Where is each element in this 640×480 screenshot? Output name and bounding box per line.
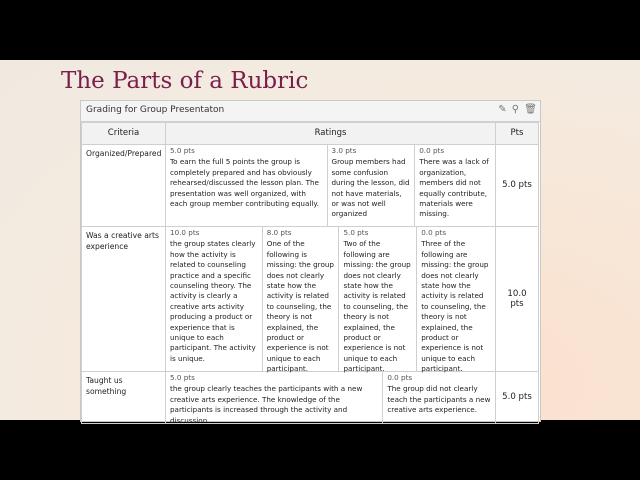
- rating-option: [166, 372, 383, 423]
- rating-points: 3.0 pts: [331, 146, 357, 155]
- rating-option: [166, 227, 263, 371]
- rating-description: One of the following is missing: the group does not clearly state how the activity is related to counseling, the theory is not explained, the product or experience is not unique to each participant.: [266, 239, 334, 374]
- table-row: [82, 227, 539, 372]
- rubric-title: Grading for Group Presentaton: [86, 105, 225, 115]
- rating-points: 0.0 pts: [421, 228, 447, 237]
- search-icon[interactable]: ⚲: [511, 104, 520, 115]
- slide-title: The Parts of a Rubric: [61, 68, 309, 94]
- rating-points: 0.0 pts: [387, 373, 413, 382]
- rating-option: [328, 145, 416, 226]
- rating-description: Three of the following are missing: the group does not clearly state how the activity is related to counseling, the theory is not explained, the product or experience is not unique to each participant.: [421, 239, 489, 374]
- ratings-cell: [166, 145, 496, 227]
- ratings-cell: [166, 372, 496, 424]
- trash-icon[interactable]: 🗑: [524, 104, 537, 115]
- pts-header: Pts: [496, 123, 539, 145]
- rating-points: 5.0 pts: [170, 146, 195, 155]
- rating-description: The group did not clearly teach the participants a new creative arts experience.: [387, 384, 491, 415]
- ratings-header: Ratings: [166, 123, 496, 145]
- criterion-points: 10.0 pts: [496, 227, 539, 372]
- rating-points: 5.0 pts: [170, 373, 195, 382]
- criterion-points: 5.0 pts: [496, 145, 539, 227]
- rubric-header-row: [82, 123, 539, 145]
- rubric-panel: [80, 100, 541, 425]
- criterion-label: Taught us something: [82, 372, 166, 424]
- criterion-label: Was a creative arts experience: [82, 227, 166, 372]
- rating-points: 8.0 pts: [266, 228, 292, 237]
- table-row: [82, 145, 539, 227]
- rating-description: Two of the following are missing: the group does not clearly state how the activity is related to counseling, the theory is not explained, the product or experience is not unique to each participant.: [343, 239, 411, 374]
- criteria-header: Criteria: [82, 123, 166, 145]
- criterion-label: Organized/Prepared: [82, 145, 166, 227]
- rating-option: [166, 145, 328, 226]
- rating-option: [383, 372, 495, 423]
- rating-option: [415, 145, 495, 226]
- rating-description: To earn the full 5 points the group is completely prepared and has obviously rehearsed/discussed the lesson plan. The presentation was well organized, with each group member contributing equally.: [170, 157, 319, 209]
- rating-option: [339, 227, 417, 374]
- edit-icon[interactable]: ✎: [498, 104, 507, 115]
- rating-description: the group clearly teaches the participants with a new creative arts experience. The knowledge of the participants is increased through the activity and discussion.: [170, 384, 363, 425]
- table-row: [82, 372, 539, 424]
- ratings-cell: [166, 227, 496, 372]
- rating-option: [263, 227, 340, 374]
- rubric-header: [81, 101, 540, 122]
- rating-points: 10.0 pts: [170, 228, 200, 237]
- rating-points: 0.0 pts: [419, 146, 445, 155]
- rating-description: There was a lack of organization, members did not equally contribute, materials were missing.: [419, 157, 489, 219]
- rating-description: the group states clearly how the activity is related to counseling practice and a specific counseling theory. The activity is clearly a creative arts activity producing a product or experience that is unique to each participant. The activity is unique.: [170, 239, 256, 363]
- rating-option: [417, 227, 495, 374]
- rubric-table: [81, 122, 539, 424]
- rating-points: 5.0 pts: [343, 228, 369, 237]
- rating-description: Group members had some confusion during the lesson, did not have materials, or was not well organized: [331, 157, 410, 219]
- rubric-actions: [496, 104, 537, 115]
- criterion-points: 5.0 pts: [496, 372, 539, 424]
- slide: [0, 60, 640, 425]
